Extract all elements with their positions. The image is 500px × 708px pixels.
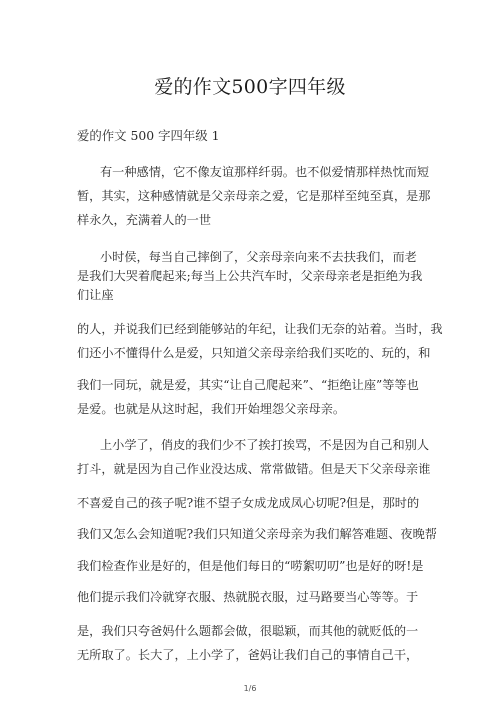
text-line: 打斗，就是因为自己作业没达成、常常做错。但是天下父亲母亲谁 (77, 462, 431, 476)
text-line: 是，我们只夸爸妈什么题都会做，很聪颖，而其他的就贬低的一 (77, 624, 419, 638)
text-line: 我们又怎么会知道呢?我们只知道父亲母亲为我们解答难题、夜晚帮 (77, 527, 437, 541)
text-line: 样永久，充满着人的一世 (77, 213, 212, 227)
text-line: 有一种感情，它不像友谊那样纤弱。也不似爱情那样热忱而短 (100, 165, 430, 179)
text-line: 小时侯，每当自己摔倒了，父亲母亲向来不去扶我们，而老 (100, 250, 417, 264)
text-line: 我们检查作业是好的，但是他们每日的“唠絮叨叨”也是好的呀!是 (77, 559, 424, 573)
text-line: 上小学了，俏皮的我们少不了挨打挨骂，不是因为自己和别人 (100, 438, 430, 452)
text-line: 们还小不懂得什么是爱，只知道父亲母亲给我们买吃的、玩的，和 (77, 346, 431, 360)
section-subtitle: 爱的作文 500 字四年级 1 (77, 128, 220, 143)
text-line: 不喜爱自己的孩子呢?谁不望子女成龙成凤心切呢?但是，那时的 (77, 496, 420, 510)
text-line: 是爱。也就是从这时起，我们开始埋怨父亲母亲。 (77, 402, 346, 416)
text-line: 他们提示我们冷就穿衣服、热就脱衣服，过马路要当心等等。于 (77, 590, 419, 604)
page-number: 1/6 (243, 684, 257, 693)
page-title: 爱的作文500字四年级 (154, 76, 346, 98)
text-line: 我们一同玩，就是爱，其实“让自己爬起来”、“拒绝让座”等等也 (77, 378, 419, 392)
text-line: 的人，并说我们已经到能够站的年纪，让我们无奈的站着。当时，我 (77, 322, 443, 336)
text-line: 是我们大哭着爬起来;每当上公共汽车时，父亲母亲老是拒绝为我 (77, 269, 423, 283)
text-line: 暂，其实，这种感情就是父亲母亲之爱，它是那样至纯至真，是那 (77, 189, 431, 203)
text-line: 们让座 (77, 288, 114, 302)
text-line: 无所取了。长大了，上小学了，爸妈让我们自己的事情自己干， (77, 648, 419, 662)
